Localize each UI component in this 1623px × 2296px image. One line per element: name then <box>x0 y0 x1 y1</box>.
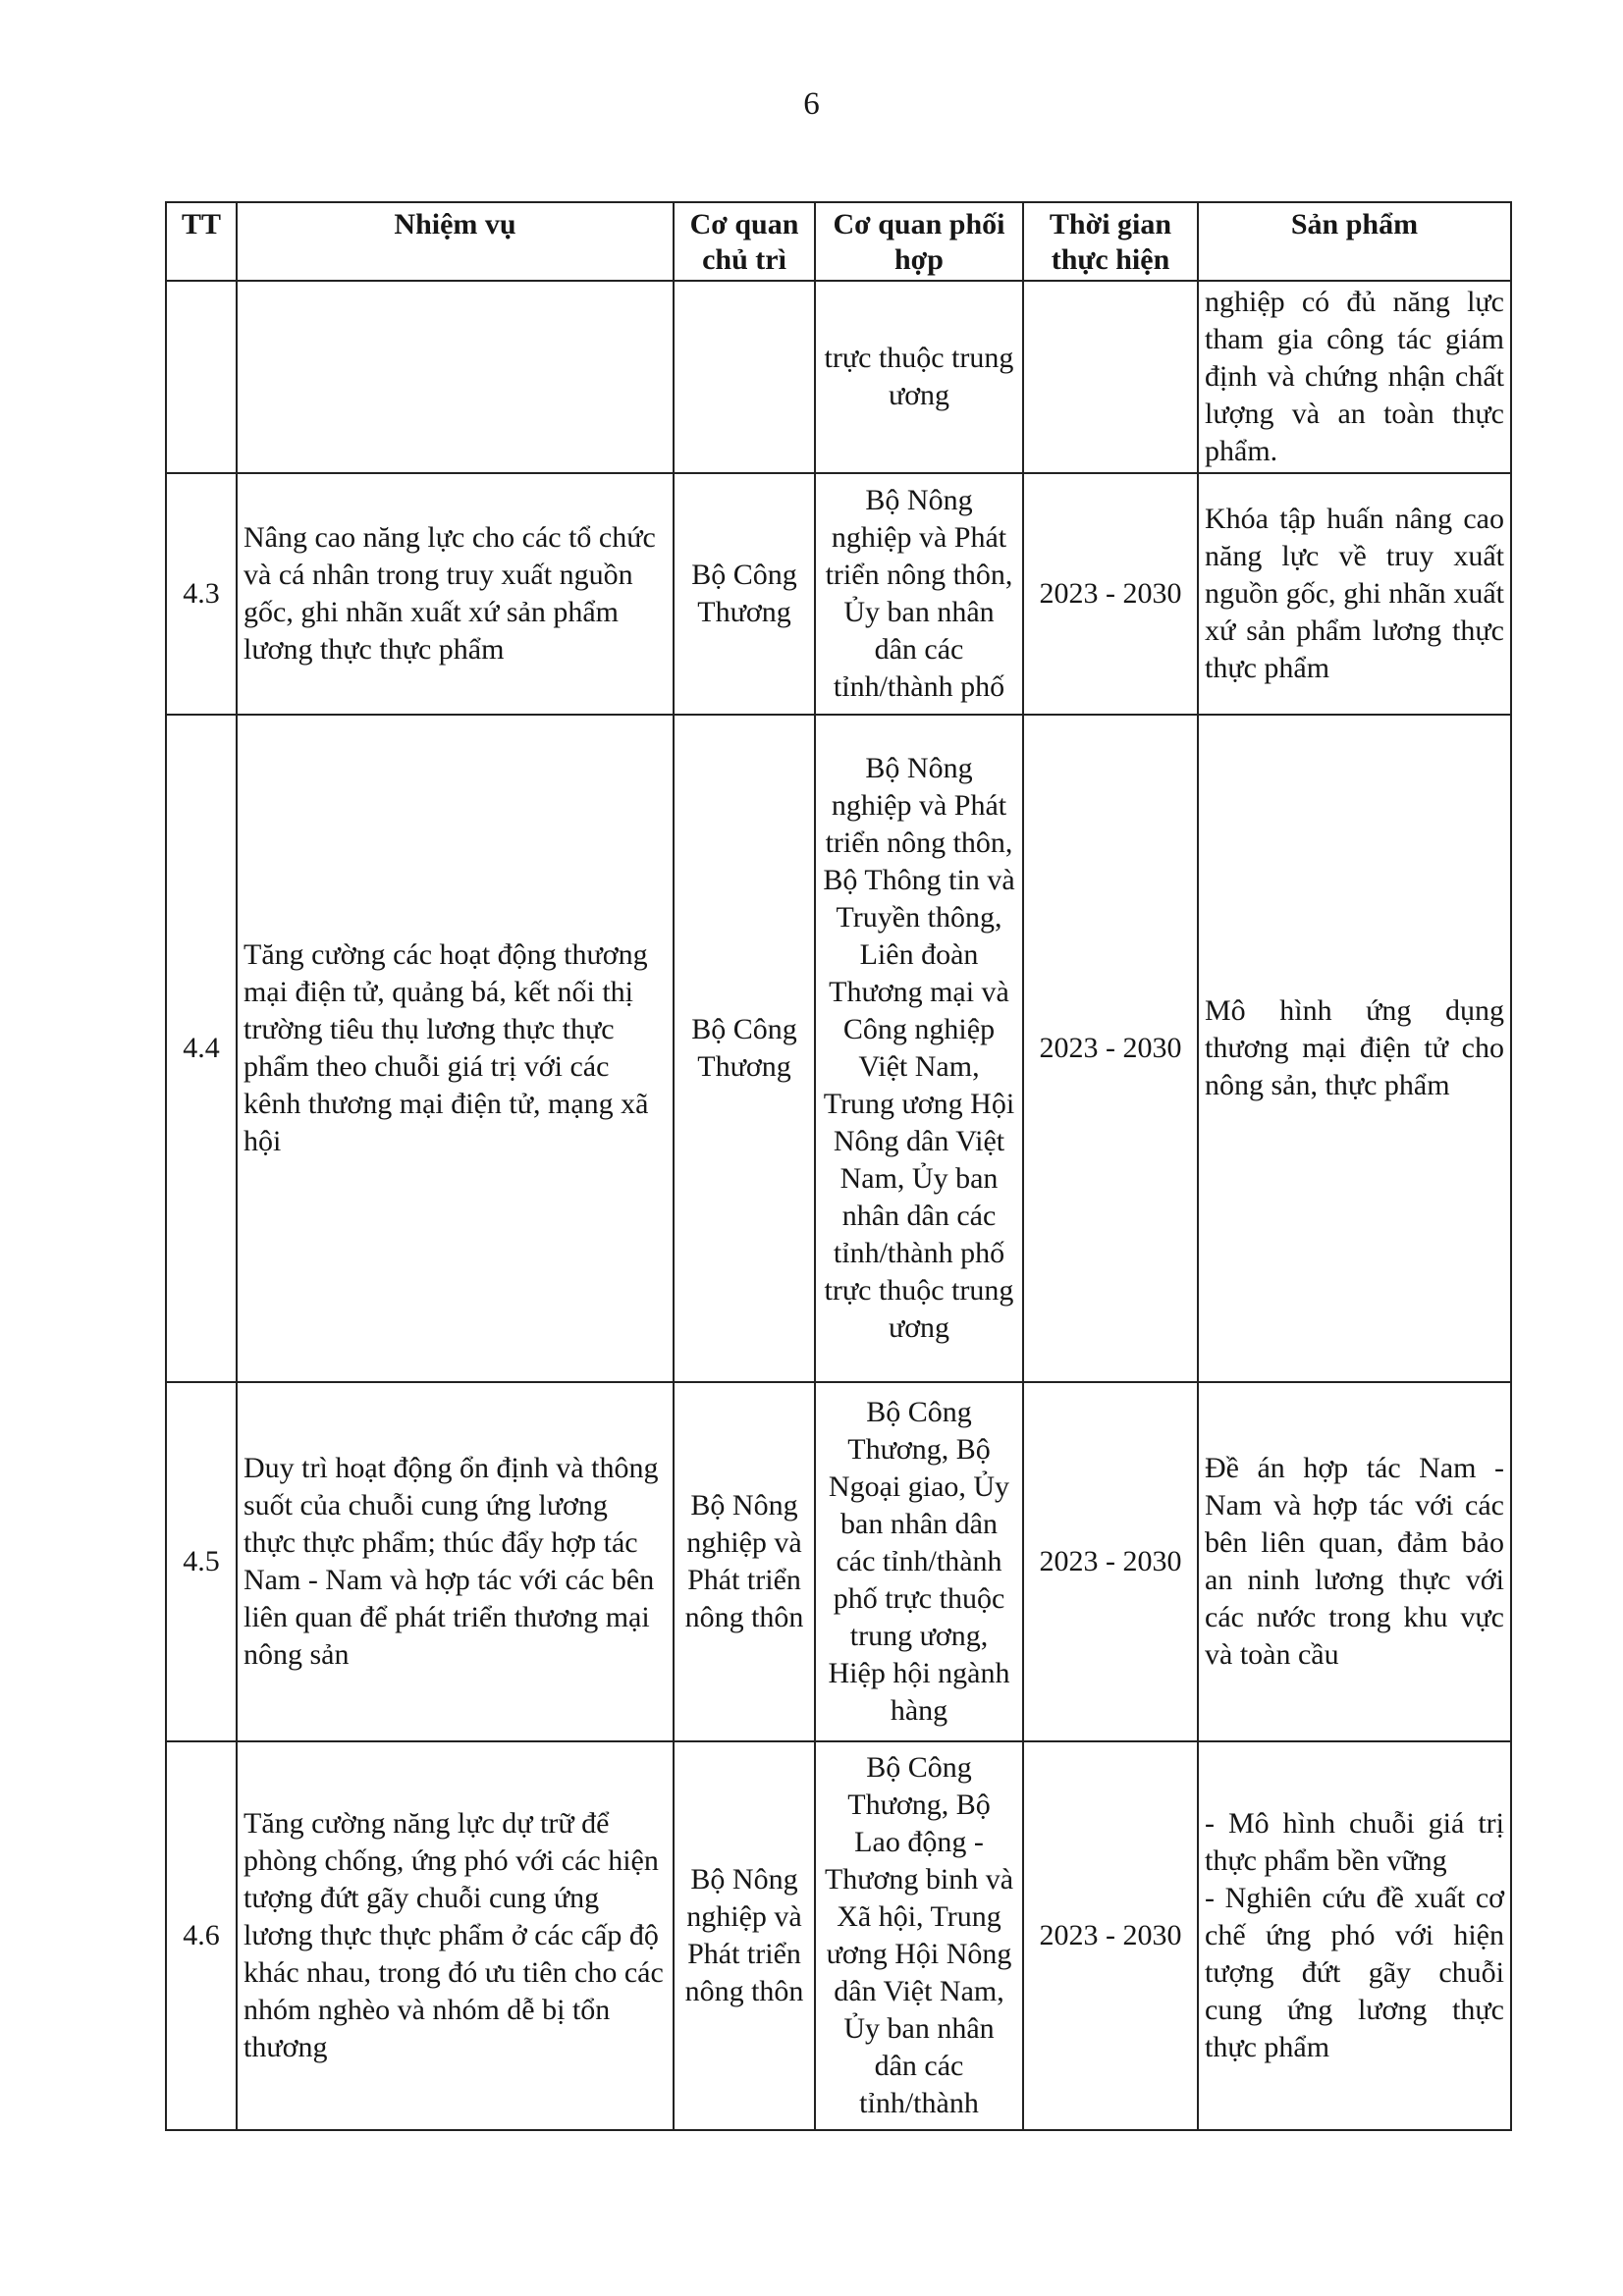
row-task: Duy trì hoạt động ổn định và thông suốt của chuỗi cung ứng lương thực thực phẩm; thúc đẩy hợp tác Nam - Nam và hợp tác với các bên liên quan để phát triển thương mại nông sản <box>237 1382 674 1741</box>
product-line: - Nghiên cứu đề xuất cơ chế ứng phó với hiện tượng đứt gãy chuỗi cung ứng lương thực thực phẩm <box>1205 1882 1504 2063</box>
row-product: nghiệp có đủ năng lực tham gia công tác giám định và chứng nhận chất lượng và an toàn thực phẩm. <box>1198 281 1511 473</box>
row-timeline: 2023 - 2030 <box>1023 1382 1198 1741</box>
row-tt: 4.5 <box>166 1382 237 1741</box>
row-tt: 4.4 <box>166 715 237 1382</box>
row-timeline: 2023 - 2030 <box>1023 473 1198 715</box>
row-timeline <box>1023 281 1198 473</box>
row-tt <box>166 281 237 473</box>
row-coordinating-agency: Bộ Nông nghiệp và Phát triển nông thôn, Bộ Thông tin và Truyền thông, Liên đoàn Thương mại và Công nghiệp Việt Nam, Trung ương Hội Nông dân Việt Nam, Ủy ban nhân dân các tỉnh/thành phố trực thuộc trung ương <box>815 715 1023 1382</box>
row-coordinating-agency: Bộ Nông nghiệp và Phát triển nông thôn, Ủy ban nhân dân các tỉnh/thành phố <box>815 473 1023 715</box>
row-timeline: 2023 - 2030 <box>1023 715 1198 1382</box>
header-task: Nhiệm vụ <box>237 202 674 281</box>
row-lead-agency: Bộ Công Thương <box>674 715 815 1382</box>
table-row <box>166 1741 1511 2130</box>
page-number: 6 <box>803 86 820 122</box>
row-coordinating-agency: Bộ Công Thương, Bộ Ngoại giao, Ủy ban nhân dân các tỉnh/thành phố trực thuộc trung ương, Hiệp hội ngành hàng <box>815 1382 1023 1741</box>
header-product: Sản phẩm <box>1198 202 1511 281</box>
row-product: Mô hình ứng dụng thương mại điện tử cho nông sản, thực phẩm <box>1198 715 1511 1382</box>
row-lead-agency: Bộ Nông nghiệp và Phát triển nông thôn <box>674 1741 815 2130</box>
row-task: Nâng cao năng lực cho các tổ chức và cá nhân trong truy xuất nguồn gốc, ghi nhãn xuất xứ sản phẩm lương thực thực phẩm <box>237 473 674 715</box>
row-product: Đề án hợp tác Nam - Nam và hợp tác với các bên liên quan, đảm bảo an ninh lương thực với các nước trong khu vực và toàn cầu <box>1198 1382 1511 1741</box>
table-row <box>166 715 1511 1382</box>
header-tt: TT <box>166 202 237 281</box>
row-task <box>237 281 674 473</box>
row-tt: 4.3 <box>166 473 237 715</box>
row-product: Khóa tập huấn nâng cao năng lực về truy xuất nguồn gốc, ghi nhãn xuất xứ sản phẩm lương thực thực phẩm <box>1198 473 1511 715</box>
row-task: Tăng cường các hoạt động thương mại điện tử, quảng bá, kết nối thị trường tiêu thụ lương thực thực phẩm theo chuỗi giá trị với các kênh thương mại điện tử, mạng xã hội <box>237 715 674 1382</box>
table-row <box>166 281 1511 473</box>
row-lead-agency: Bộ Công Thương <box>674 473 815 715</box>
row-coordinating-agency: Bộ Công Thương, Bộ Lao động - Thương binh và Xã hội, Trung ương Hội Nông dân Việt Nam, Ủy ban nhân dân các tỉnh/thành <box>815 1741 1023 2130</box>
header-coordinating-agency: Cơ quan phối hợp <box>815 202 1023 281</box>
task-table <box>165 201 1512 2131</box>
row-coordinating-agency: trực thuộc trung ương <box>815 281 1023 473</box>
table-header-row <box>166 202 1511 281</box>
product-line: - Mô hình chuỗi giá trị thực phẩm bền vững <box>1205 1807 1504 1877</box>
header-lead-agency: Cơ quan chủ trì <box>674 202 815 281</box>
row-tt: 4.6 <box>166 1741 237 2130</box>
header-timeline: Thời gian thực hiện <box>1023 202 1198 281</box>
row-task: Tăng cường năng lực dự trữ để phòng chống, ứng phó với các hiện tượng đứt gãy chuỗi cung ứng lương thực thực phẩm ở các cấp độ khác nhau, trong đó ưu tiên cho các nhóm nghèo và nhóm dễ bị tổn thương <box>237 1741 674 2130</box>
row-timeline: 2023 - 2030 <box>1023 1741 1198 2130</box>
row-lead-agency <box>674 281 815 473</box>
table-row <box>166 1382 1511 1741</box>
table-row <box>166 473 1511 715</box>
row-product <box>1198 1741 1511 2130</box>
row-lead-agency: Bộ Nông nghiệp và Phát triển nông thôn <box>674 1382 815 1741</box>
